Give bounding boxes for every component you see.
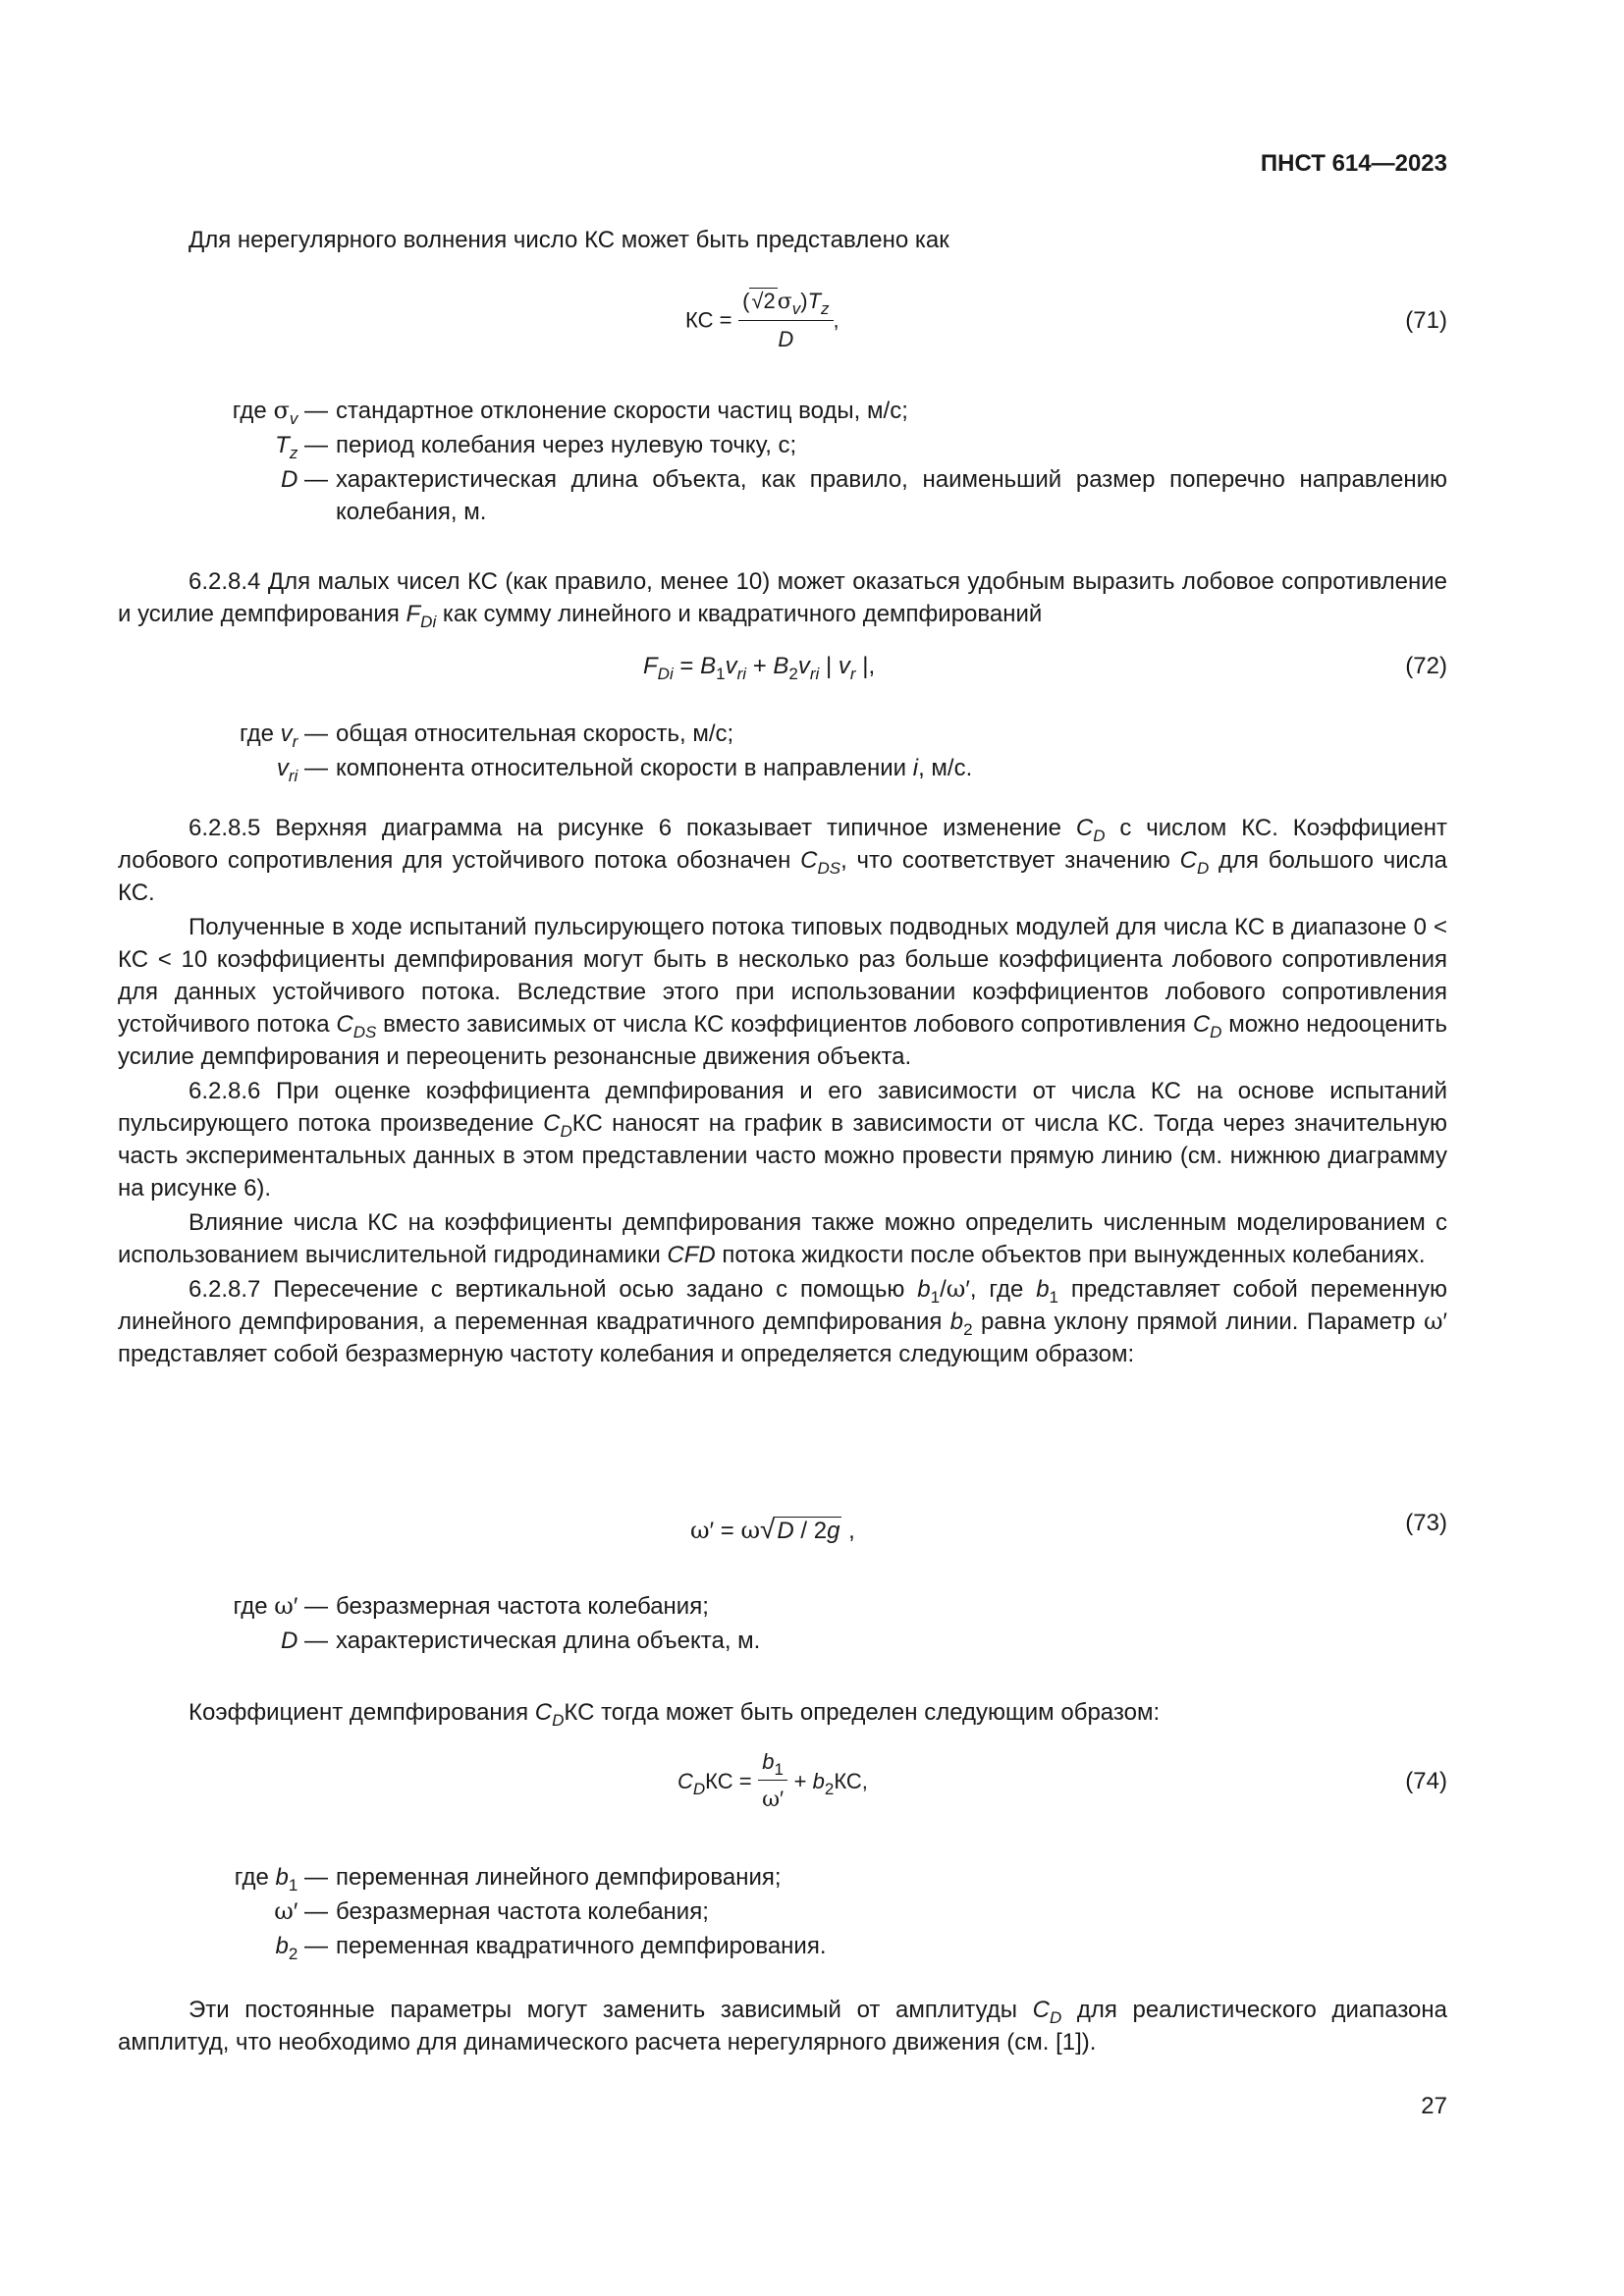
paragraph-obtained: Полученные в ходе испытаний пульсирующего потока типовых подводных модулей для числа КС в диапазоне 0 < КС < 10 коэффициенты демпфирования могут быть в несколько раз больше коэффициента лобового сопротивления для данных устойчивого потока. Вследствие этого при использовании коэффициентов лобового сопротивления устойчивого потока $C_{DS}$ вместо зависимых от числа КС коэффициентов лобового сопротивления $C_D$ можно недооценить усилие демпфирования и переоценить резонансные движения объекта. [118, 914, 1447, 1070]
equation-71: КС = $\frac{(√2\sigma_v)T_z}{D}$ , (71) [118, 285, 1447, 363]
definitions-73: где ω′ — безразмерная частота колебания; D — характеристическая длина объекта, м. [233, 1592, 761, 1654]
equation-72: $F_{Di} = B_1v_{ri} + B_2v_{ri}$ | $v_r$ |, (72) [643, 653, 1447, 683]
definitions-71: где $\sigma_v$ — стандартное отклонение скорости частиц воды, м/с; $T_z$ — период колебания через нулевую точку, с; D — характеристическая длина объекта, как правило, наименьший размер поперечно направлению колебания, м. [232, 397, 1447, 525]
definitions-74: где $b_1$ — переменная линейного демпфирования; ω′ — безразмерная частота колебания; $b_2$ — переменная квадратичного демпфирования. [234, 1864, 827, 1963]
equation-74: $C_DКС$ = $\frac{b_1}{\omega'}$ + $b_2КС$, (74) [118, 1745, 1447, 1824]
definitions-72: где $v_r$ — общая относительная скорость, м/с; $v_{ri}$ — компонента относительной скорости в направлении i, м/с. [239, 721, 973, 785]
equation-73: ω′ = ω√D / 2g , (73) [690, 1510, 1447, 1544]
paragraph-influence: Влияние числа КС на коэффициенты демпфирования также можно определить численным моделированием с использованием вычислительной гидродинамики CFD потока жидкости после объектов при вынужденных колебаниях. [118, 1209, 1447, 1268]
paragraph-6286: 6.2.8.6 При оценке коэффициента демпфирования и его зависимости от числа КС на основе испытаний пульсирующего потока произведение $C_DКС$ наносят на график в зависимости от числа КС. Тогда через значительную часть экспериментальных данных в этом представлении часто можно провести прямую линию (см. нижнюю диаграмму на рисунке 6). [118, 1078, 1448, 1201]
document-id: ПНСТ 614—2023 [1260, 150, 1447, 177]
paragraph-final: Эти постоянные параметры могут заменить зависимый от амплитуды $C_D$ для реалистического диапазона амплитуд, что необходимо для динамического расчета нерегулярного движения (см. [1]). [118, 1997, 1448, 2056]
paragraph-6287: 6.2.8.7 Пересечение с вертикальной осью задано с помощью $b_1/\omega'$, где $b_1$ представляет собой переменную линейного демпфирования, а переменная квадратичного демпфирования $b_2$ равна уклону прямой линии. Параметр ω′ представляет собой безразмерную частоту колебания и определяется следующим образом: [118, 1275, 1448, 1367]
paragraph-coefficient: Коэффициент демпфирования $C_DКС$ тогда может быть определен следующим образом: [189, 1699, 1161, 1730]
paragraph-6285: 6.2.8.5 Верхняя диаграмма на рисунке 6 показывает типичное изменение $C_D$ с числом КС. Коэффициент лобового сопротивления для устойчивого потока обозначен $C_{DS}$, что соответствует значению $C_D$ для большого числа КС. Полученные в ходе испытаний пульсирующего потока типовых подводных модулей для числа КС в диапазоне 0 < КС < 10 коэффициенты демпфирования могут быть в несколько раз больше коэффициента лобового сопротивления для данных устойчивого потока. Вследствие этого при использовании коэффициентов лобового сопротивления устойчивого потока $C_{DS}$ вместо зависимых от числа КС коэффициентов лобового сопротивления $C_D$ можно недооценить усилие демпфирования и переоценить резонансные движения объекта. 6.2.8.6 При оценке коэффициента демпфирования и его зависимости от числа КС на основе испытаний пульсирующего потока произведение $C_DКС$ наносят на график в зависимости от числа КС. Тогда через значительную часть экспериментальных данных в этом представлении часто можно провести прямую линию (см. нижнюю диаграмму на рисунке 6). Влияние числа КС на коэффициенты демпфирования также можно определить численным моделированием с использованием вычислительной гидродинамики CFD потока жидкости после объектов при вынужденных колебаниях. 6.2.8.7 Пересечение с вертикальной осью задано с помощью $b_1/\omega'$, где $b_1$ представляет собой переменную линейного демпфирования, а переменная квадратичного демпфирования $b_2$ равна уклону прямой линии. Параметр ω′ представляет собой безразмерную частоту колебания и определяется следующим образом: [118, 812, 1447, 1370]
intro-paragraph: Для нерегулярного волнения число КС может быть представлено как [189, 227, 949, 253]
page-number: 27 [1421, 2093, 1447, 2119]
paragraph-6284: 6.2.8.4 Для малых чисел КС (как правило, менее 10) может оказаться удобным выразить лобовое сопротивление и усилие демпфирования $F_{Di}$ как сумму линейного и квадратичного демпфирований [118, 568, 1447, 631]
